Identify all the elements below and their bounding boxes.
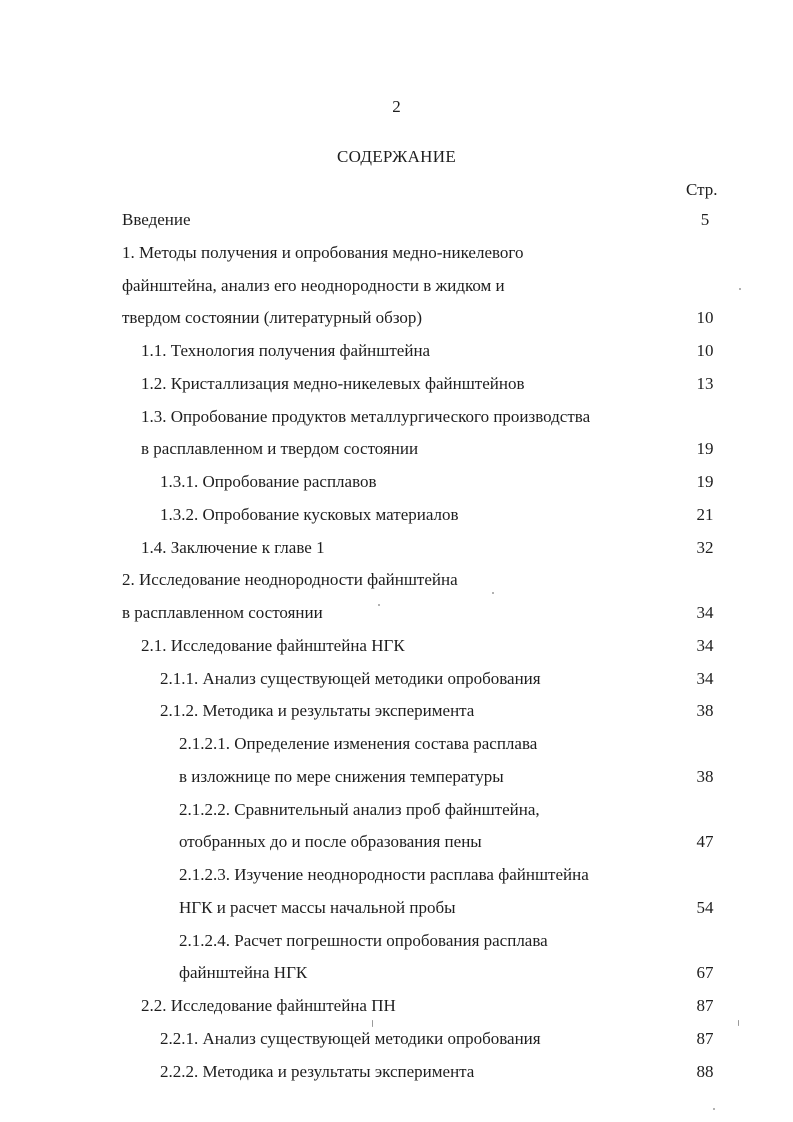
page-column-label: Стр.	[686, 180, 718, 199]
toc-entry	[0, 241, 793, 274]
scan-speck	[372, 1020, 373, 1027]
toc-entry-title: 2.1.2.4. Расчет погрешности опробования расплава	[179, 930, 548, 950]
toc-entry	[0, 994, 793, 1027]
toc-entry-page: 34	[696, 668, 714, 688]
toc-entry-page: 54	[696, 897, 714, 917]
toc-entry-title: 2.1.2.1. Определение изменения состава расплава	[179, 734, 538, 753]
toc-entry	[0, 405, 793, 438]
toc-entry	[0, 863, 793, 896]
scan-speck	[739, 288, 741, 290]
toc-entry	[0, 798, 793, 831]
scan-speck	[492, 592, 494, 594]
scan-speck	[738, 1020, 739, 1026]
toc-entry-title: 2.1.2. Методика и результаты эксперимента	[160, 701, 475, 721]
toc-entry	[0, 929, 793, 962]
toc-entry-title: 1.4. Заключение к главе 1	[141, 537, 325, 557]
toc-entry-page: 10	[696, 308, 714, 328]
toc-entry-page: 38	[696, 766, 714, 786]
toc-entry	[0, 568, 793, 601]
toc-entry-title: 1.3. Опробование продуктов металлургического производства	[141, 406, 591, 426]
toc-entry-title: 2. Исследование неоднородности файнштейна	[122, 570, 458, 590]
toc-entry-title: 2.1.2.2. Сравнительный анализ проб файнштейна,	[179, 799, 540, 819]
toc-entry-page: 13	[696, 373, 714, 393]
toc-entry-title: в расплавленном и твердом состоянии	[141, 439, 419, 459]
toc-entry-title: 1.1. Технология получения файнштейна	[141, 341, 431, 360]
toc-entry-page: 87	[696, 996, 714, 1015]
toc-entry-title: в изложнице по мере снижения температуры	[179, 766, 504, 786]
toc-entry-title: НГК и расчет массы начальной пробы	[179, 897, 456, 917]
toc-entry	[0, 961, 793, 994]
toc-entry-page: 67	[696, 963, 714, 983]
toc-entry-page: 34	[696, 635, 714, 655]
toc-entry	[0, 437, 793, 470]
toc-entry-title: твердом состоянии (литературный обзор)	[122, 308, 423, 328]
scan-speck	[713, 1108, 715, 1110]
toc-entry	[0, 306, 793, 339]
toc-entry-title: 1.2. Кристаллизация медно-никелевых файнштейнов	[141, 373, 525, 393]
toc-entry-title: файнштейна, анализ его неоднородности в жидком и	[122, 275, 505, 295]
toc-entry	[0, 732, 793, 765]
toc-entry-page: 34	[696, 603, 714, 622]
toc-entry-page: 19	[696, 472, 714, 491]
toc-entry	[0, 634, 793, 667]
toc-entry-page: 47	[696, 832, 714, 852]
toc-entry-title: отобранных до и после образования пены	[179, 832, 482, 852]
toc-entry	[0, 601, 793, 634]
toc-entry-title: в расплавленном состоянии	[122, 603, 323, 622]
toc-entry-page: 5	[700, 210, 710, 229]
toc-entry-title: Введение	[122, 210, 191, 229]
toc-entry-title: 2.1. Исследование файнштейна НГК	[141, 635, 405, 655]
toc-entry	[0, 470, 793, 503]
toc-entry	[0, 896, 793, 929]
toc-entry-page: 32	[696, 537, 714, 557]
toc-entry	[0, 339, 793, 372]
page-title: СОДЕРЖАНИЕ	[336, 147, 457, 166]
toc-entry-title: 1.3.1. Опробование расплавов	[160, 472, 377, 491]
toc-entry	[0, 274, 793, 307]
toc-entry	[0, 1027, 793, 1060]
toc-entry	[0, 372, 793, 405]
toc-entry-page: 19	[696, 439, 714, 459]
toc-entry-title: 2.2.2. Методика и результаты эксперимента	[160, 1061, 475, 1081]
toc-entry	[0, 1060, 793, 1093]
toc-entry-title: 2.1.1. Анализ существующей методики опробования	[160, 668, 541, 688]
toc-entry-page: 10	[696, 341, 714, 360]
toc-entry	[0, 830, 793, 863]
toc-entry-title: 1. Методы получения и опробования медно-никелевого	[122, 242, 524, 262]
toc-entry-title: 2.2.1. Анализ существующей методики опробования	[160, 1028, 541, 1048]
toc-entry-title: файнштейна НГК	[179, 963, 308, 983]
toc-entry	[0, 536, 793, 569]
toc-entry	[0, 503, 793, 536]
toc-entry	[0, 765, 793, 798]
toc-entry-page: 88	[696, 1061, 714, 1081]
scan-speck	[378, 604, 380, 606]
toc-entry-page: 38	[696, 701, 714, 721]
table-of-contents	[0, 208, 793, 1092]
toc-entry-page: 87	[696, 1028, 714, 1048]
toc-entry	[0, 699, 793, 732]
toc-entry-title: 1.3.2. Опробование кусковых материалов	[160, 504, 459, 524]
toc-entry-page: 21	[696, 504, 714, 524]
toc-entry-title: 2.2. Исследование файнштейна ПН	[141, 996, 396, 1015]
toc-entry-title: 2.1.2.3. Изучение неоднородности расплава файнштейна	[179, 865, 589, 884]
page-number: 2	[392, 97, 401, 116]
toc-entry	[0, 667, 793, 700]
toc-entry	[0, 208, 793, 241]
